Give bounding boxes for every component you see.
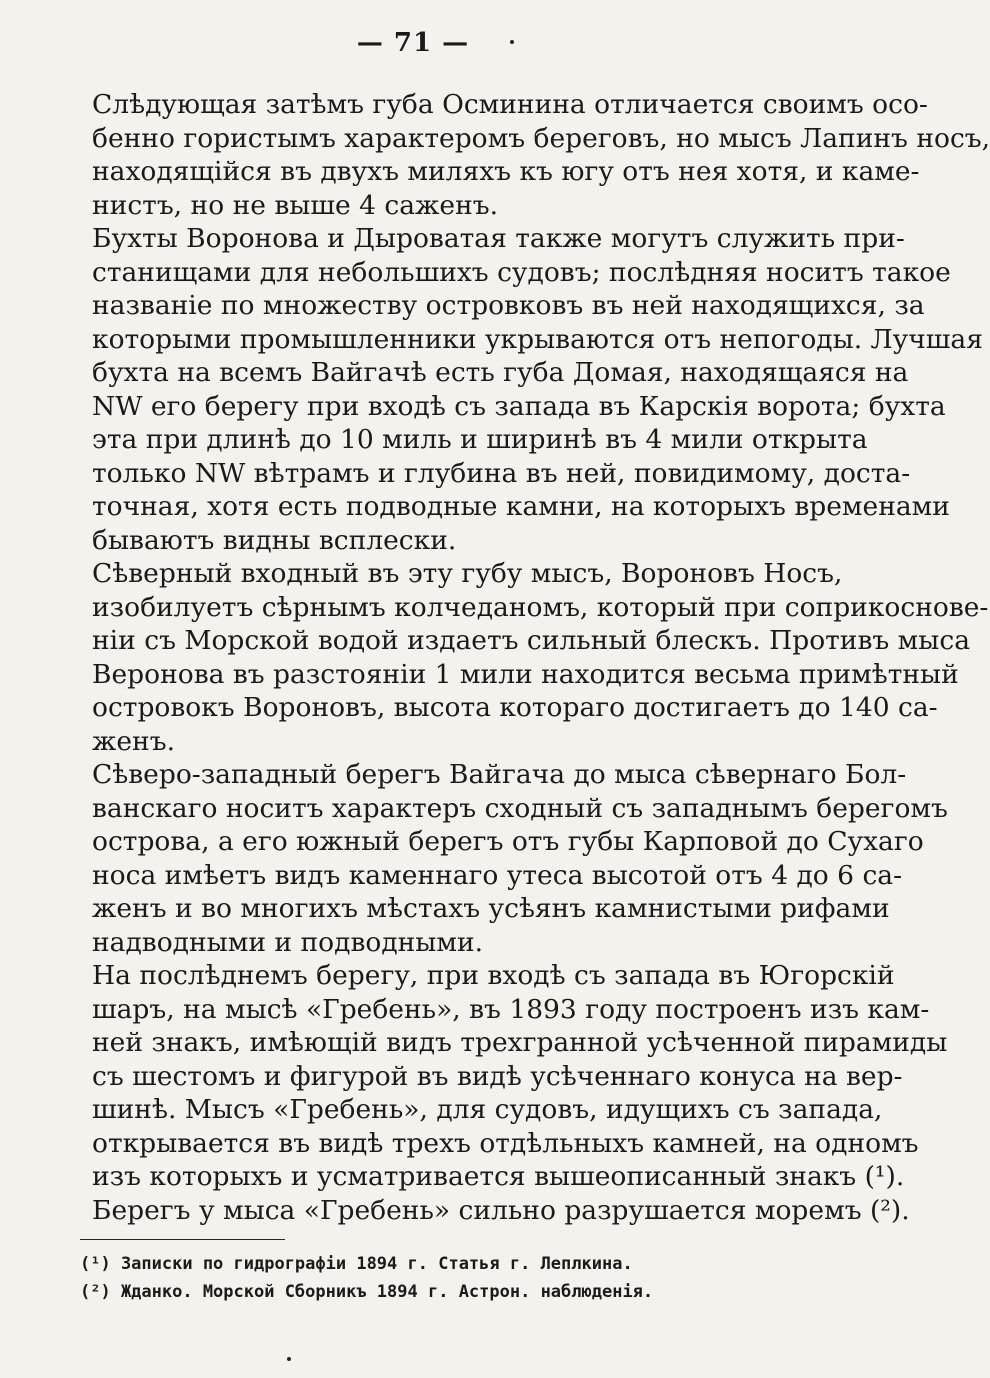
ink-speck: [287, 1357, 291, 1361]
text-line: съ шестомъ и фигурой въ видѣ усѣченнаго конуса на вер-: [92, 1060, 903, 1092]
text-line: которыми промышленники укрываются отъ непогоды. Лучшая: [92, 323, 983, 355]
text-line: Сѣверный входный въ эту губу мысъ, Вороновъ Носъ,: [92, 558, 843, 589]
body-text: [92, 88, 990, 1227]
text-line: бываютъ видны всплески.: [92, 524, 457, 556]
text-line: бенно гористымъ характеромъ береговъ, но мысъ Лапинъ носъ,: [92, 122, 990, 154]
footnote-1: (¹) Записки по гидрографіи 1894 г. Статья г. Леплкина.: [80, 1254, 633, 1274]
text-line: Сѣверо-западный берегъ Вайгача до мыса сѣвернаго Бол-: [92, 759, 907, 790]
text-line: надводными и подводными.: [92, 926, 484, 958]
text-line: эта при длинѣ до 10 миль и ширинѣ въ 4 мили открыта: [92, 424, 868, 455]
text-line: ней знакъ, имѣющій видъ трехгранной усѣченной пирамиды: [92, 1027, 948, 1058]
text-line: Слѣдующая затѣмъ губа Осминина отличается своимъ осо-: [92, 89, 928, 120]
paragraph: [92, 758, 948, 959]
paragraph: [92, 1194, 910, 1228]
text-line: носа имѣетъ видъ каменнаго утеса высотой отъ 4 до 6 са-: [92, 859, 903, 891]
paragraph: [92, 557, 989, 758]
paragraph: [92, 222, 983, 557]
text-line: женъ.: [92, 725, 176, 757]
text-line: Берегъ у мыса «Гребень» сильно разрушается моремъ (²).: [92, 1194, 910, 1226]
text-line: Бухты Воронова и Дыроватая также могутъ служить при-: [92, 223, 905, 254]
text-line: находящійся въ двухъ миляхъ къ югу отъ нея хотя, и каме-: [92, 156, 920, 187]
footnote-2: (²) Жданко. Морской Сборникъ 1894 г. Астрон. наблюденія.: [80, 1282, 654, 1302]
paragraph: [92, 959, 948, 1194]
text-line: названіе по множеству островковъ въ ней находящихся, за: [92, 290, 925, 321]
footnotes: [80, 1250, 780, 1306]
text-line: нистъ, но не выше 4 саженъ.: [92, 189, 499, 221]
footnote-divider: [80, 1239, 285, 1240]
paragraph: [92, 88, 990, 222]
text-line: шинѣ. Мысъ «Гребень», для судовъ, идущихъ съ запада,: [92, 1094, 883, 1125]
text-line: бухта на всемъ Вайгачѣ есть губа Домая, находящаяся на: [92, 357, 909, 388]
text-line: точная, хотя есть подводные камни, на которыхъ временами: [92, 491, 950, 522]
text-line: острова, а его южный берегъ отъ губы Карповой до Сухаго: [92, 826, 924, 857]
page-number: — 71 —: [356, 28, 470, 58]
text-line: изобилуетъ сѣрнымъ колчеданомъ, который при соприкосновe-: [92, 591, 989, 623]
text-line: На послѣднемъ берегу, при входѣ съ запада въ Югорскій: [92, 960, 895, 991]
text-line: островокъ Вороновъ, высота котораго достигаетъ до 140 са-: [92, 692, 938, 723]
text-line: женъ и во многихъ мѣстахъ усѣянъ камнистыми рифами: [92, 893, 890, 924]
text-line: шаръ, на мысѣ «Гребень», въ 1893 году построенъ изъ кам-: [92, 993, 930, 1025]
text-line: изъ которыхъ и усматривается вышеописанный знакъ (¹).: [92, 1161, 905, 1192]
text-line: открывается въ видѣ трехъ отдѣльныхъ камней, на одномъ: [92, 1127, 919, 1159]
text-line: только NW вѣтрамъ и глубина въ ней, повидимому, доста-: [92, 457, 911, 489]
text-line: ніи съ Морской водой издаетъ сильный блескъ. Противъ мыса: [92, 625, 971, 656]
text-line: Веронова въ разстояніи 1 мили находится весьма примѣтный: [92, 658, 959, 690]
text-line: станищами для небольшихъ судовъ; послѣдняя носитъ такое: [92, 256, 951, 288]
text-line: ванскаго носитъ характеръ сходный съ западнымъ берегомъ: [92, 792, 948, 824]
text-line: NW его берегу при входѣ съ запада въ Карскія ворота; бухта: [92, 390, 946, 422]
